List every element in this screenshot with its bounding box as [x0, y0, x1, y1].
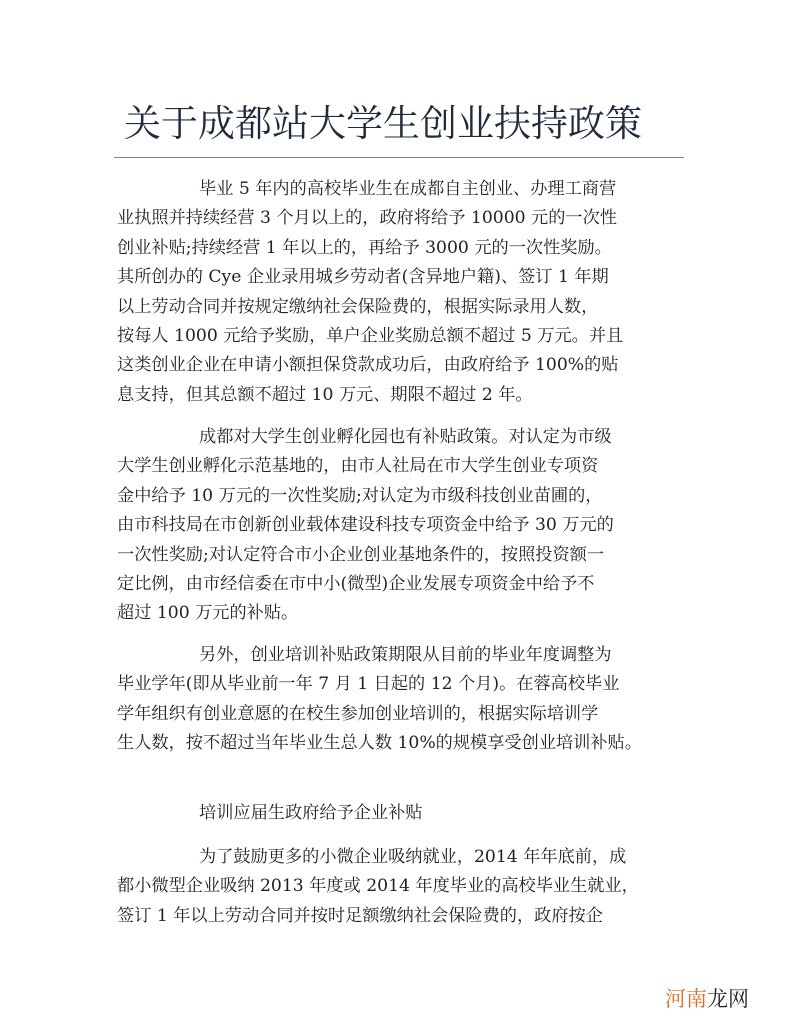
text-line: 培训应届生政府给予企业补贴	[199, 803, 423, 823]
text-line: 成都对大学生创业孵化园也有补贴政策。对认定为市级	[199, 427, 612, 447]
paragraph-training-subsidy	[117, 641, 697, 759]
text-line: 创业补贴;持续经营 1 年以上的，再给予 3000 元的一次性奖励。	[117, 237, 612, 258]
text-line: 为了鼓励更多的小微企业吸纳就业，2014 年年底前，成	[199, 847, 627, 867]
text-line: 以上劳动合同并按规定缴纳社会保险费的，根据实际录用人数，	[117, 296, 599, 317]
watermark-text-primary: 河南	[665, 987, 707, 1011]
paragraph-incubator-subsidy	[117, 423, 697, 629]
text-line: 签订 1 年以上劳动合同并按时足额缴纳社会保险费的，政府按企	[117, 905, 603, 926]
text-line: 另外，创业培训补贴政策期限从目前的毕业年度调整为	[199, 645, 612, 665]
text-line: 业执照并持续经营 3 个月以上的，政府将给予 10000 元的一次性	[117, 208, 617, 229]
text-line: 学年组织有创业意愿的在校生参加创业培训的，根据实际培训学	[117, 703, 599, 724]
text-line: 这类创业企业在申请小额担保贷款成功后，由政府给予 100%的贴	[117, 355, 619, 376]
text-line: 息支持，但其总额不超过 10 万元、期限不超过 2 年。	[117, 384, 533, 405]
watermark-logo	[665, 985, 749, 1013]
text-line: 毕业 5 年内的高校毕业生在成都自主创业、办理工商营	[199, 179, 617, 199]
text-line: 定比例，由市经信委在市中小(微型)企业发展专项资金中给予不	[117, 574, 595, 595]
text-line: 生人数，按不超过当年毕业生总人数 10%的规模享受创业培训补贴。	[117, 733, 642, 754]
text-line: 超过 100 万元的补贴。	[117, 603, 299, 624]
paragraph-startup-subsidy	[117, 175, 697, 410]
text-line: 按每人 1000 元给予奖励，单户企业奖励总额不超过 5 万元。并且	[117, 326, 624, 347]
text-line: 金中给予 10 万元的一次性奖励;对认定为市级科技创业苗圃的，	[117, 485, 603, 506]
section-heading	[117, 799, 697, 828]
page-title: 关于成都站大学生创业扶持政策	[124, 102, 642, 145]
title-divider	[114, 157, 684, 158]
text-line: 都小微型企业吸纳 2013 年度或 2014 年度毕业的高校毕业生就业，	[117, 876, 639, 897]
text-line: 其所创办的 Cye 企业录用城乡劳动者(含异地户籍)、签订 1 年期	[117, 267, 609, 288]
text-line: 由市科技局在市创新创业载体建设科技专项资金中给予 30 万元的	[117, 515, 614, 536]
paragraph-enterprise-subsidy	[117, 843, 697, 931]
watermark-text-secondary: 龙网	[707, 987, 749, 1011]
text-line: 一次性奖励;对认定符合市小企业创业基地条件的，按照投资额一	[117, 544, 605, 565]
text-line: 大学生创业孵化示范基地的，由市人社局在市大学生创业专项资	[117, 456, 599, 477]
text-line: 毕业学年(即从毕业前一年 7 月 1 日起的 12 个月)。在蓉高校毕业	[117, 674, 620, 695]
